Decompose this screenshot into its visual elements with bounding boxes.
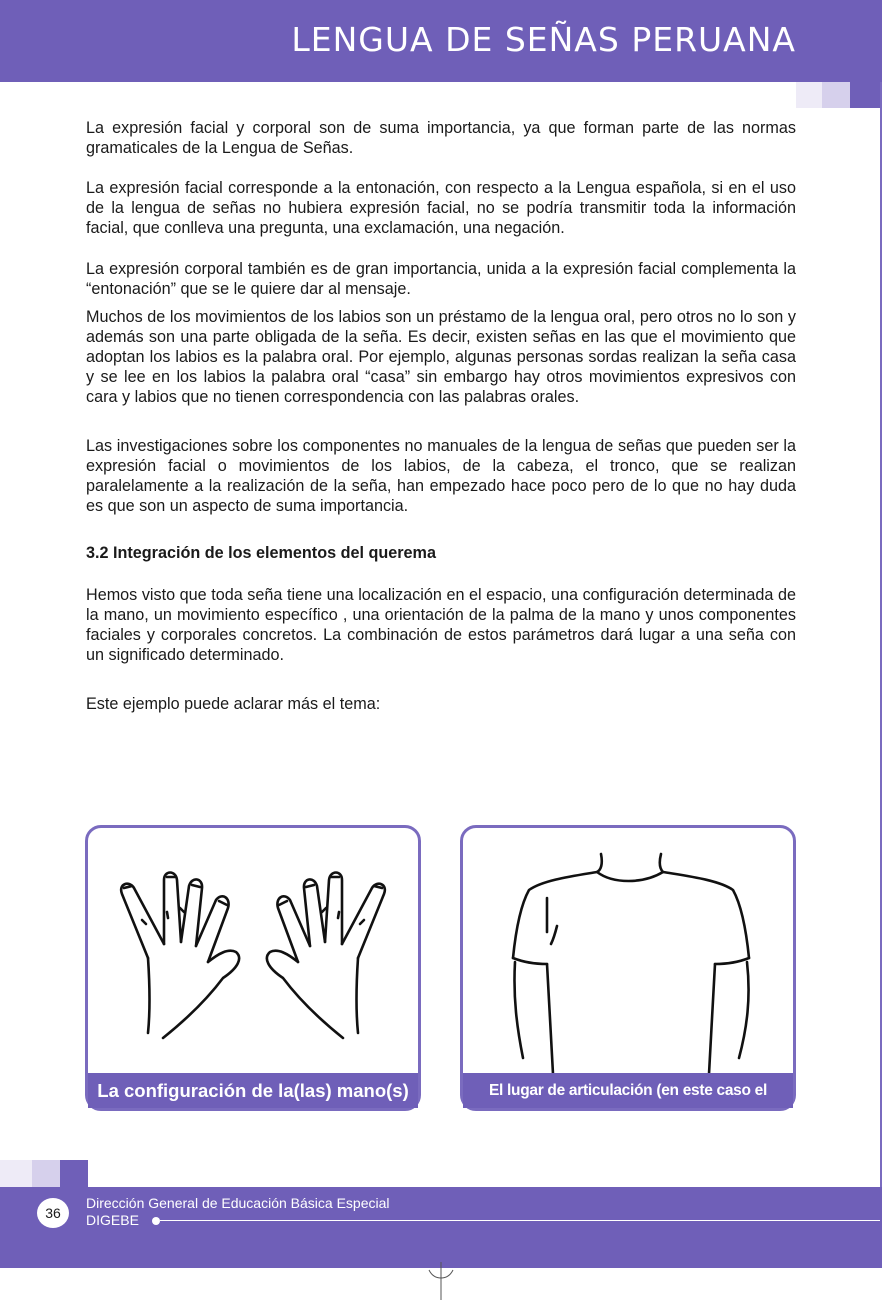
torso-icon [463,828,793,1074]
header-band [0,0,882,82]
paragraph: La expresión facial corresponde a la entonación, con respecto a la Lengua española, si en el uso de la lengua de señas no hubiera expresión facial, no se podría transmitir toda la información facial, que conlleva una pregunta, una exclamación, una negación. [86,179,796,237]
figure-caption: La configuración de la(las) mano(s) [88,1073,418,1108]
decor-square [796,82,822,108]
page-number: 36 [37,1198,69,1228]
paragraph: Hemos visto que toda seña tiene una localización en el espacio, una configuración determinada de la mano, un movimiento específico , una orientación de la palma de la mano y unos componentes faciales y corporales concretos. La combinación de estos parámetros dará lugar a una seña con un significado determinado. [86,586,796,664]
page-title: LENGUA DE SEÑAS PERUANA [291,20,796,59]
paragraph: La expresión facial y corporal son de suma importancia, ya que forman parte de las normas gramaticales de la Lengua de Señas. [86,119,796,157]
paragraph: Muchos de los movimientos de los labios son un préstamo de la lengua oral, pero otros no lo son y además son una parte obligada de la seña. Es decir, existen señas en las que el movimiento que adoptan los labios es la palabra oral. Por ejemplo, algunas personas sordas realizan la seña casa y se lee en los labios la palabra oral “casa” sin embargo hay otros movimientos expresivos con cara y labios que no tienen correspondencia con las palabras orales. [86,308,796,406]
paragraph: La expresión corporal también es de gran importancia, unida a la expresión facial complementa la “entonación” que se le quiere dar al mensaje. [86,260,796,298]
decor-square [822,82,850,108]
paragraph: Las investigaciones sobre los componentes no manuales de la lengua de señas que pueden ser la expresión facial o movimientos de los labios, de la cabeza, el tronco, que se realizan paralelamente a la realización de la seña, han empezado hace poco pero de lo que no hay duda es que son un aspecto de suma importancia. [86,437,796,515]
hands-icon [88,828,418,1074]
footer-rule [160,1220,880,1221]
figure-card-hands [85,825,421,1111]
figure-card-torso [460,825,796,1134]
footer-abbreviation: DIGEBE [86,1212,139,1228]
crop-mark-icon [428,1262,454,1300]
decor-square [0,1160,32,1187]
decor-square [32,1160,60,1187]
footer-organization: Dirección General de Educación Básica Especial [86,1195,390,1211]
section-heading: 3.2 Integración de los elementos del querema [86,544,436,562]
paragraph: Este ejemplo puede aclarar más el tema: [86,695,381,713]
decor-square [60,1160,88,1187]
footer-dot [152,1217,160,1225]
figure-caption: El lugar de articulación (en este caso el tronco) [463,1073,793,1108]
decor-square [850,82,880,108]
